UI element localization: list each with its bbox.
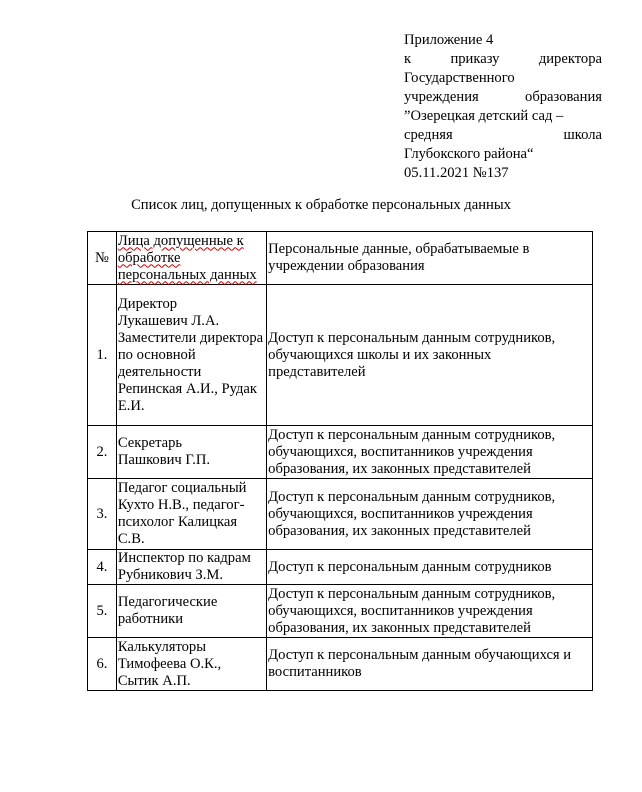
row-persons: Директор Лукашевич Л.А. Заместители директора по основной деятельности Репинская А.И., Рудак Е.И. — [116, 285, 266, 426]
row-persons: Педагог социальный Кухто Н.В., педагог-психолог Калицкая С.В. — [116, 479, 266, 550]
row-num: 3. — [88, 479, 117, 550]
header-line — [404, 69, 602, 88]
header-line — [404, 50, 602, 69]
row-num: 5. — [88, 585, 117, 638]
row-data: Доступ к персональным данным сотрудников, обучающихся, воспитанников учреждения образования, их законных представителей — [267, 426, 593, 479]
header-line — [404, 31, 602, 50]
table-header-row — [88, 232, 593, 285]
header-line — [404, 107, 602, 126]
table-row — [88, 426, 593, 479]
row-num: 2. — [88, 426, 117, 479]
header-text: 05.11.2021 №137 — [404, 165, 509, 181]
personal-data-table — [87, 231, 593, 691]
header-data: Персональные данные, обрабатываемые в учреждении образования — [267, 232, 593, 285]
row-data: Доступ к персональным данным сотрудников, обучающихся школы и их законных представителей — [267, 285, 593, 426]
row-num: 1. — [88, 285, 117, 426]
row-num: 4. — [88, 550, 117, 585]
header-text: образования — [525, 89, 602, 105]
table-row — [88, 550, 593, 585]
header-text: директора — [538, 51, 602, 67]
header-text: средняя — [404, 127, 453, 143]
row-num: 6. — [88, 638, 117, 691]
header-text: Глубокского района“ — [404, 146, 534, 162]
header-persons — [116, 232, 266, 285]
header-text: Государственного — [404, 70, 515, 86]
row-persons: Инспектор по кадрам Рубникович З.М. — [116, 550, 266, 585]
table-row — [88, 285, 593, 426]
header-line — [404, 126, 602, 145]
header-text: школа — [563, 127, 602, 143]
header-line — [404, 88, 602, 107]
table-row — [88, 479, 593, 550]
header-text: приказу — [450, 51, 500, 67]
row-data: Доступ к персональным данным сотрудников, обучающихся, воспитанников учреждения образования, их законных представителей — [267, 585, 593, 638]
header-text: ”Озерецкая детский сад – — [404, 108, 564, 124]
header-text: Приложение 4 — [404, 32, 494, 48]
row-data: Доступ к персональным данным обучающихся и воспитанников — [267, 638, 593, 691]
row-data: Доступ к персональным данным сотрудников, обучающихся, воспитанников учреждения образования, их законных представителей — [267, 479, 593, 550]
header-text: к — [404, 51, 412, 67]
table-row — [88, 585, 593, 638]
header-text: учреждения — [404, 89, 479, 105]
appendix-header — [404, 31, 602, 183]
header-num: № — [88, 232, 117, 285]
row-persons: Секретарь Пашкович Г.П. — [116, 426, 266, 479]
row-persons: Калькуляторы Тимофеева О.К., Сытик А.П. — [116, 638, 266, 691]
header-line — [404, 164, 602, 183]
header-persons-text: Лица допущенные к обработке персональных данных — [117, 232, 257, 283]
row-data: Доступ к персональным данным сотрудников — [267, 550, 593, 585]
row-persons: Педагогические работники — [116, 585, 266, 638]
table-row — [88, 638, 593, 691]
document-title: Список лиц, допущенных к обработке персональных данных — [131, 197, 511, 213]
header-line — [404, 145, 602, 164]
